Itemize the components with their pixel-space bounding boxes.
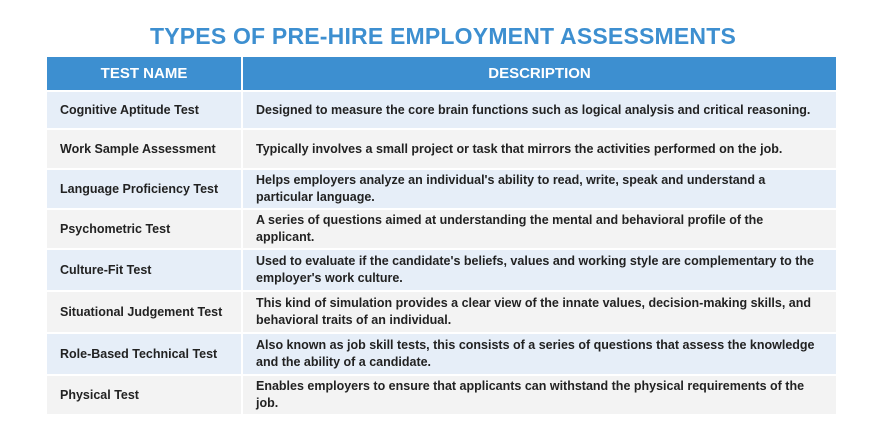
test-name-cell: Work Sample Assessment [47,129,242,169]
description-cell: Helps employers analyze an individual's ability to read, write, speak and understand a particular language. [242,169,836,209]
test-name-cell: Psychometric Test [47,209,242,249]
description-cell: Used to evaluate if the candidate's beliefs, values and working style are complementary to the employer's work culture. [242,249,836,291]
test-name-cell: Cognitive Aptitude Test [47,91,242,129]
table-row [47,333,836,375]
test-name-cell: Culture-Fit Test [47,249,242,291]
test-name-cell: Language Proficiency Test [47,169,242,209]
column-header-test-name: TEST NAME [47,57,242,91]
description-cell: A series of questions aimed at understanding the mental and behavioral profile of the applicant. [242,209,836,249]
table-row [47,249,836,291]
table-row [47,209,836,249]
test-name-cell: Role-Based Technical Test [47,333,242,375]
table-row [47,91,836,129]
description-cell: Typically involves a small project or task that mirrors the activities performed on the job. [242,129,836,169]
test-name-cell: Situational Judgement Test [47,291,242,333]
description-cell: Also known as job skill tests, this consists of a series of questions that assess the knowledge and the ability of a candidate. [242,333,836,375]
page-title: TYPES OF PRE-HIRE EMPLOYMENT ASSESSMENTS [149,23,737,49]
table-row [47,169,836,209]
description-cell: Enables employers to ensure that applicants can withstand the physical requirements of the job. [242,375,836,414]
table-row [47,375,836,414]
test-name-cell: Physical Test [47,375,242,414]
table-header-row [47,57,836,91]
column-header-description: DESCRIPTION [242,57,836,91]
assessments-table [47,57,836,414]
table-row [47,291,836,333]
table-row [47,129,836,169]
description-cell: This kind of simulation provides a clear view of the innate values, decision-making skills, and behavioral traits of an individual. [242,291,836,333]
description-cell: Designed to measure the core brain functions such as logical analysis and critical reasoning. [242,91,836,129]
